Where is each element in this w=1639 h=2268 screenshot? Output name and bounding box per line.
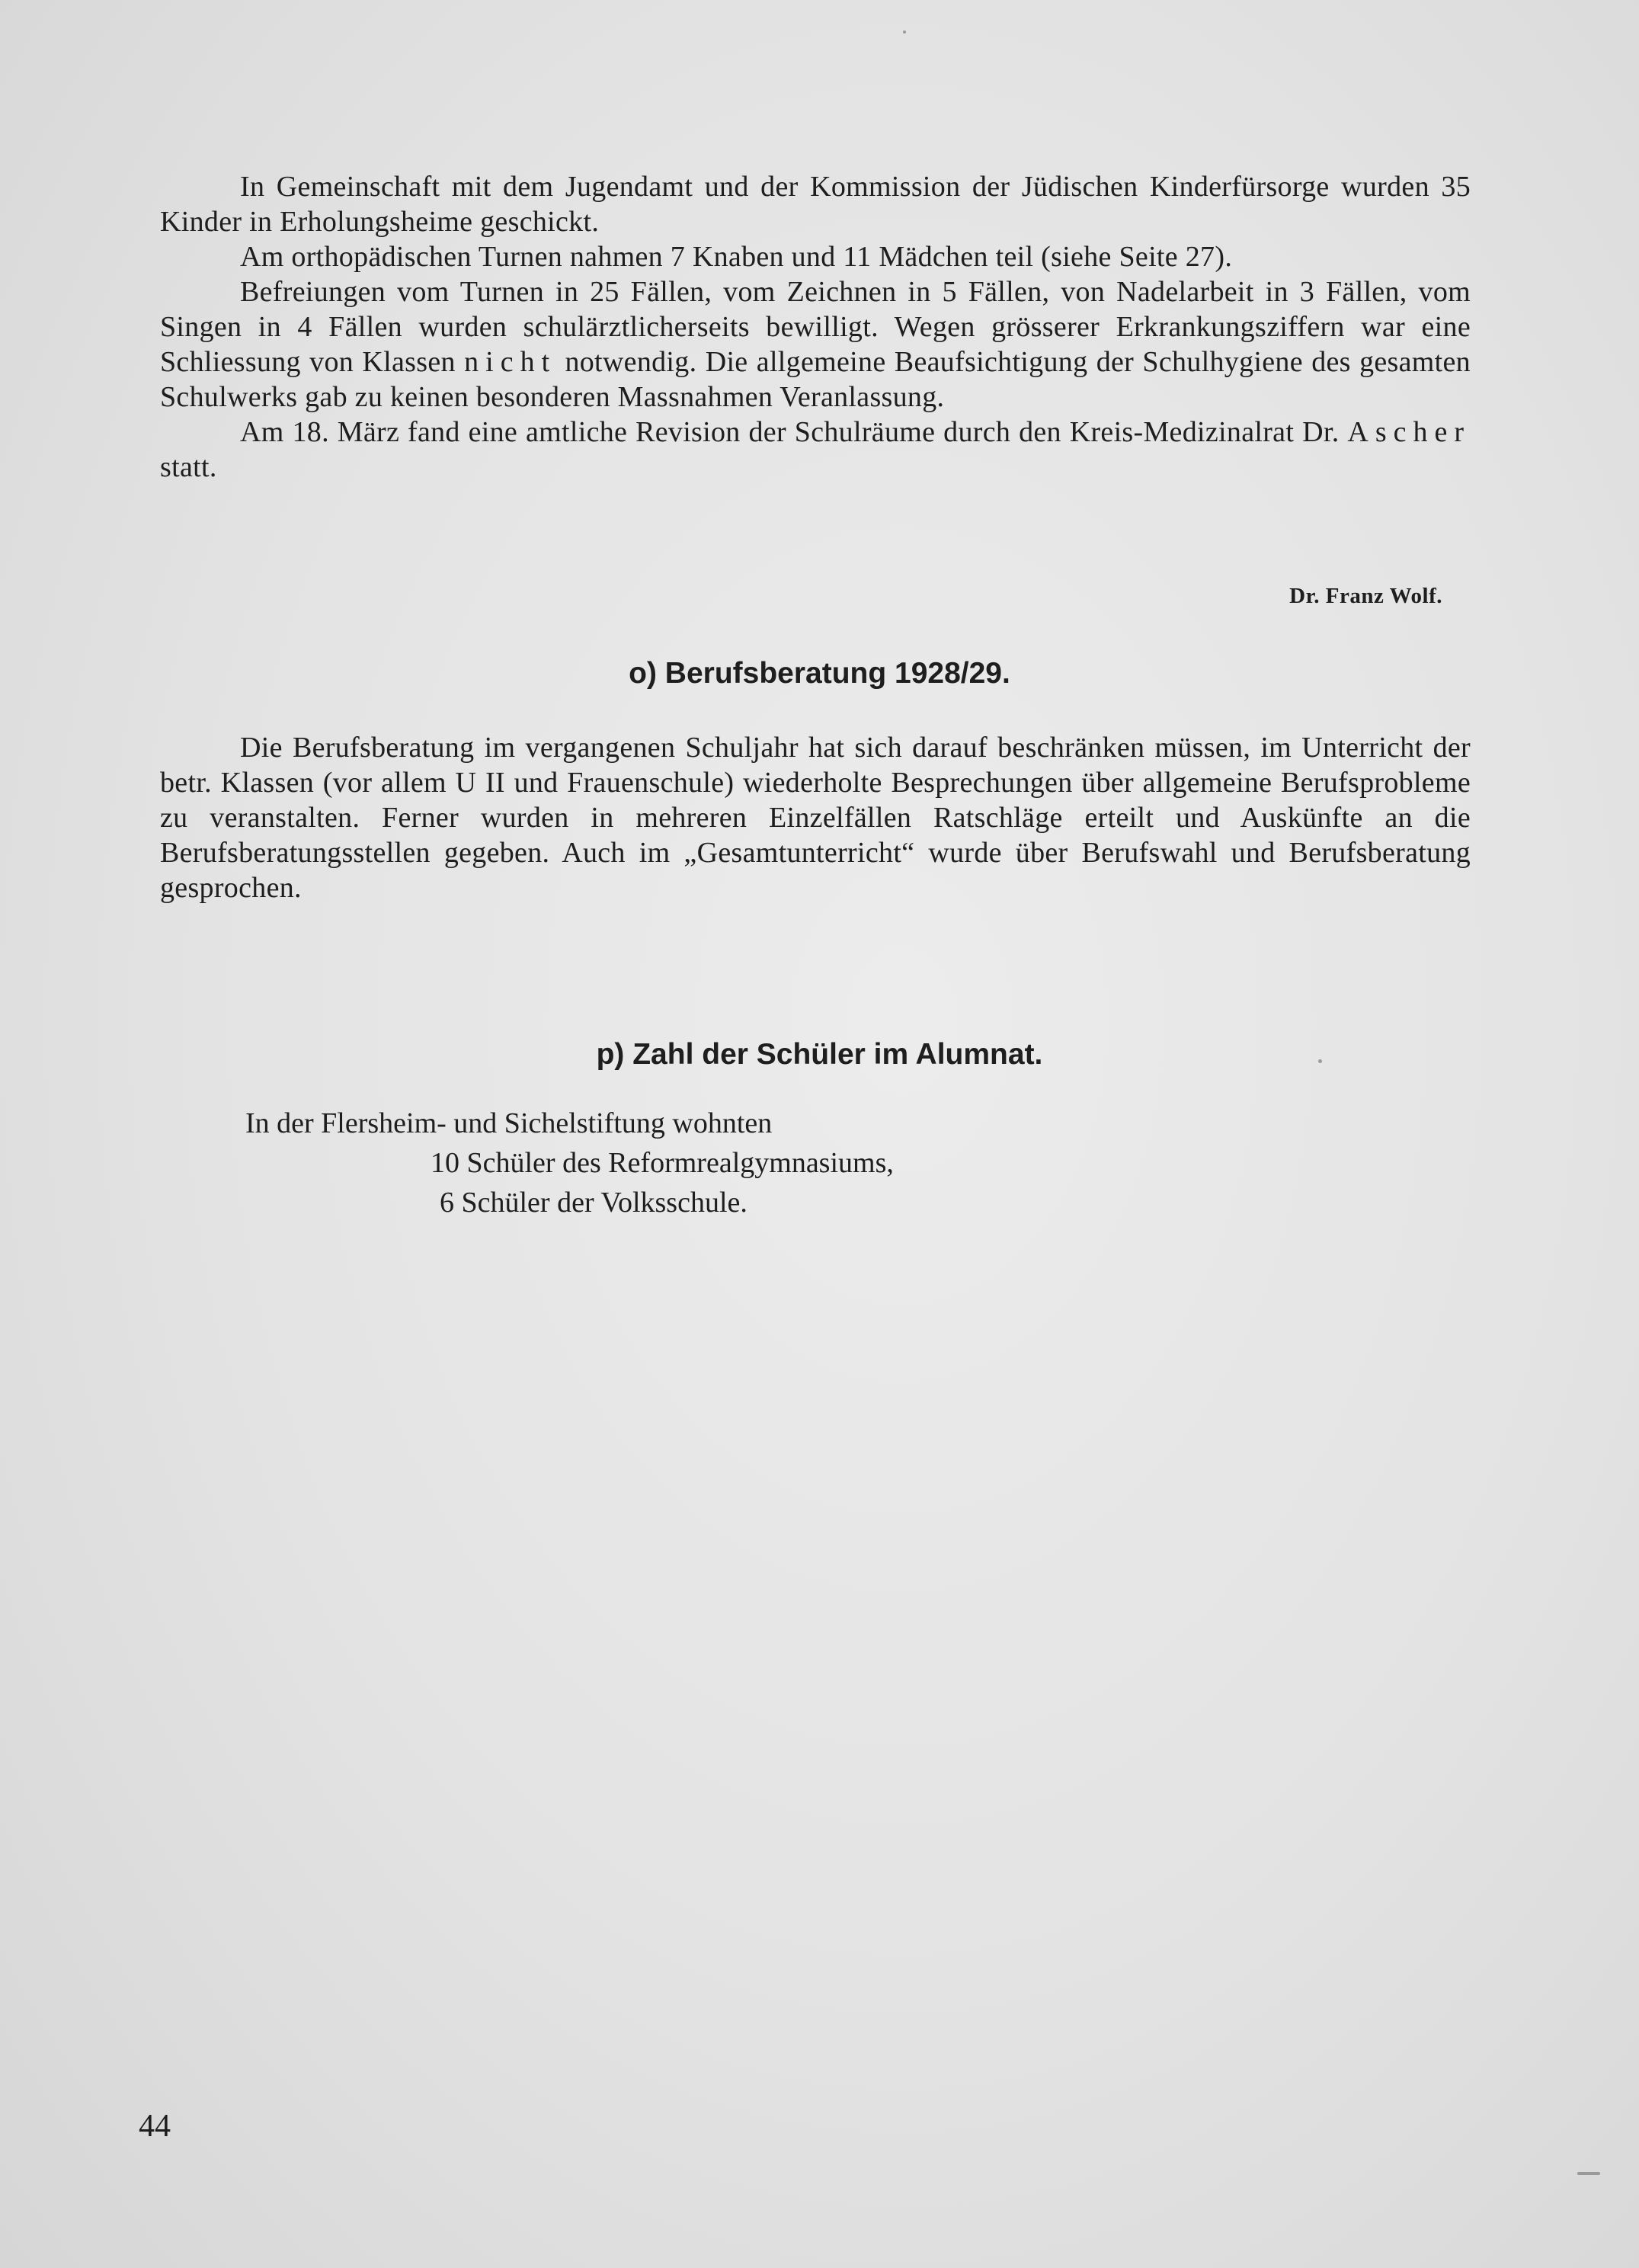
section-n-text [160, 169, 1471, 485]
paragraph-career-counseling: Die Berufsberatung im vergangenen Schuljahr hat sich darauf beschränken müssen, im Unterricht der betr. Klassen (vor allem U II und Frauenschule) wiederholte Besprechungen über allgemeine Berufsprobleme zu veranstalten. Ferner wurden in mehreren Einzelfällen Ratschläge erteilt und Auskünfte an die Berufsberatungsstellen gegeben. Auch im „Gesamtunterricht“ wurde über Berufswahl und Berufsberatung gesprochen. [160, 732, 1471, 904]
paper-speck [1318, 1059, 1322, 1063]
signature: Dr. Franz Wolf. [1289, 584, 1442, 608]
alumnat-intro: In der Flersheim- und Sichelstiftung wohnten [245, 1107, 773, 1139]
exemptions-text-end: notwendig. Die allgemeine Beaufsichtigung der Schulhygiene des gesamten Schulwerks gab zu keinen besonderen Massnahmen Veranlassung. [160, 346, 1471, 413]
exemptions-emphasis: nicht [464, 346, 557, 378]
revision-text-start: Am 18. März fand eine amtliche Revision der Schulräume durch den Kreis-Medizinalrat Dr. [240, 416, 1348, 448]
exemptions-text-start: Befreiungen vom Turnen in 25 Fällen, vom Zeichnen in 5 Fällen, von Nadelarbeit in 3 Fällen, vom Singen in 4 Fällen wurden schulärztlicherseits bewilligt. Wegen grösserer Erkrankungsziffern war eine Schliessung von Klassen [160, 276, 1471, 378]
heading-alumnat: p) Zahl der Schüler im Alumnat. [596, 1038, 1043, 1071]
paragraph-exemptions [160, 274, 1471, 415]
page-number: 44 [139, 2109, 171, 2144]
paper-speck [903, 30, 906, 34]
paper-speck [1577, 2172, 1600, 2175]
section-o-text [160, 730, 1471, 905]
paragraph-orthopedic-gymnastics: Am orthopädischen Turnen nahmen 7 Knaben und 11 Mädchen teil (siehe Seite 27). [240, 241, 1233, 273]
alumnat-line-reformrealgymnasium: 10 Schüler des Reformrealgymnasiums, [431, 1147, 894, 1179]
revision-emphasis-name: Ascher [1347, 416, 1471, 448]
paragraph-recreation-homes: In Gemeinschaft mit dem Jugendamt und der Kommission der Jüdischen Kinderfürsorge wurden 35 Kinder in Erholungsheime geschickt. [160, 171, 1471, 238]
revision-text-end: statt. [160, 451, 217, 483]
heading-berufsberatung: o) Berufsberatung 1928/29. [629, 657, 1010, 690]
paragraph-revision [160, 415, 1471, 485]
alumnat-line-volksschule: 6 Schüler der Volksschule. [440, 1187, 747, 1219]
